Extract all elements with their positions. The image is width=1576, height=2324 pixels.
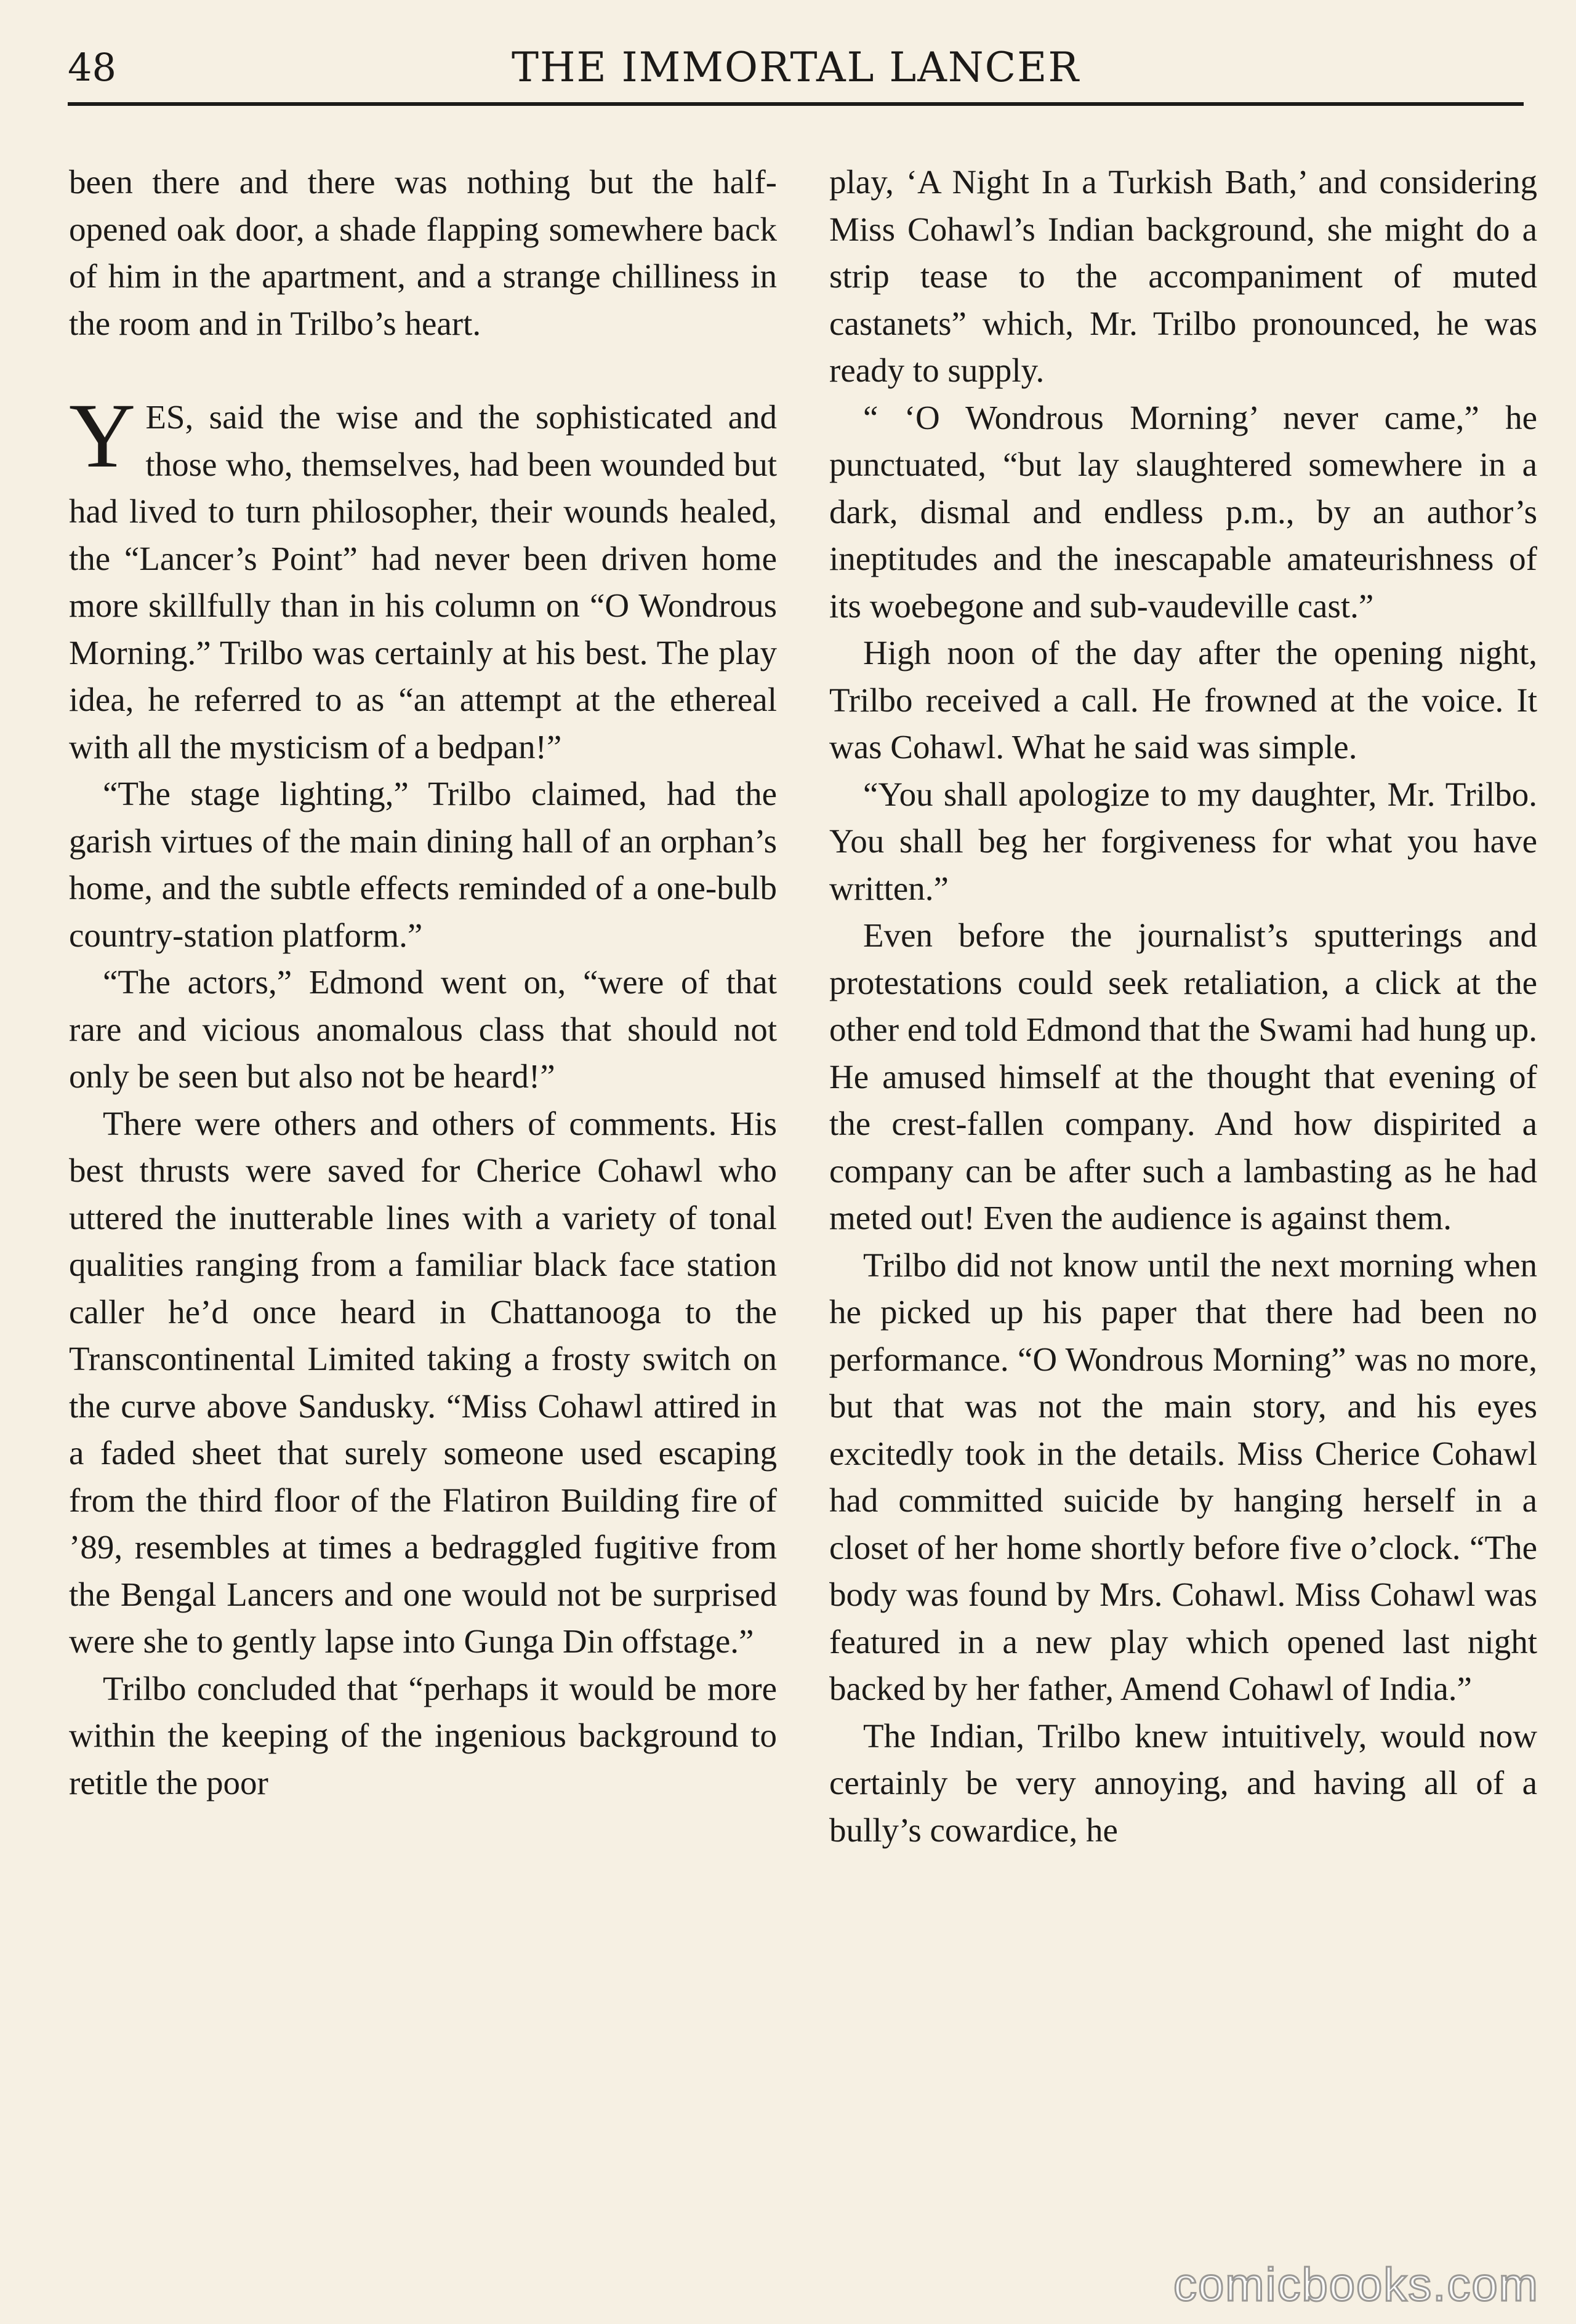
paragraph-text: ES, said the wise and the sophisticated and those who, themselves, had been wounded but had lived to turn philosopher, their wounds healed, the “Lancer’s Point” had never been driven home more skillfully than in his column on “O Wondrous Morning.” Trilbo was certainly at his best. The play idea, he referred to as “an attempt at the ethereal with all the mysticism of a bedpan!” <box>69 398 777 766</box>
paragraph: “You shall apologize to my daughter, Mr. Trilbo. You shall beg her forgiveness for what you have written.” <box>829 775 1537 907</box>
page-header <box>68 38 1524 100</box>
paragraph: Trilbo did not know until the next morning when he picked up his paper that there had been no performance. “O Wondrous Morning” was no more, but that was not the main story, and his eyes excitedly took in the details. Miss Cherice Cohawl had committed suicide by hanging herself in a closet of her home shortly before five o’clock. “The body was found by Mrs. Cohawl. Miss Cohawl was featured in a new play which opened last night backed by her father, Amend Cohawl of India.” <box>829 1246 1537 1707</box>
drop-cap: Y <box>69 385 136 487</box>
running-title: THE IMMORTAL LANCER <box>511 44 1080 91</box>
paragraph: There were others and others of comments. His best thrusts were saved for Cherice Cohawl who uttered the inutterable lines with a variety of tonal qualities ranging from a familiar black face station caller he’d once heard in Chattanooga to the Transcontinental Limited taking a frosty switch on the curve above Sandusky. “Miss Cohawl attired in a faded sheet that surely someone used escaping from the third floor of the Flatiron Building fire of ’89, resembles at times a bedraggled fugitive from the Bengal Lancers and one would not be surprised were she to gently lapse into Gunga Din offstage.” <box>69 1104 777 1660</box>
section-break <box>69 347 777 394</box>
paragraph: “The actors,” Edmond went on, “were of that rare and vicious anomalous class that should not only be seen but also not be heard!” <box>69 963 777 1095</box>
header-rule <box>68 102 1524 106</box>
paragraph: “ ‘O Wondrous Morning’ never came,” he punctuated, “but lay slaughtered somewhere in a dark, dismal and endless p.m., by an author’s ineptitudes and the inescapable amateurishness of its woebegone and sub-vaudeville cast.” <box>829 398 1537 625</box>
watermark: comicbooks.com <box>1173 2259 1539 2311</box>
paragraph: High noon of the day after the opening night, Trilbo received a call. He frowned at the voice. It was Cohawl. What he said was simple. <box>829 634 1537 766</box>
paragraph: Trilbo concluded that “perhaps it would be more within the keeping of the ingenious background to retitle the poor <box>69 1669 777 1801</box>
left-column <box>69 159 777 1806</box>
paragraph: been there and there was nothing but the half-opened oak door, a shade flapping somewhere back of him in the apartment, and a strange chilliness in the room and in Trilbo’s heart. <box>69 163 777 342</box>
page-number: 48 <box>68 45 116 90</box>
right-column <box>829 159 1537 1854</box>
paragraph: “The stage lighting,” Trilbo claimed, had the garish virtues of the main dining hall of an orphan’s home, and the subtle effects reminded of a one-bulb country-station platform.” <box>69 775 777 954</box>
paragraph-with-drop-cap <box>69 385 777 771</box>
paragraph: play, ‘A Night In a Turkish Bath,’ and considering Miss Cohawl’s Indian background, she might do a strip tease to the accompaniment of muted castanets” which, Mr. Trilbo pronounced, he was ready to supply. <box>829 163 1537 389</box>
paragraph: Even before the journalist’s sputterings and protestations could seek retaliation, a click at the other end told Edmond that the Swami had hung up. He amused himself at the thought that evening of the crest-fallen company. And how dispirited a company can be after such a lambasting as he had meted out! Even the audience is against them. <box>829 916 1537 1236</box>
paragraph: The Indian, Trilbo knew intuitively, would now certainly be very annoying, and having all of a bully’s cowardice, he <box>829 1717 1537 1849</box>
